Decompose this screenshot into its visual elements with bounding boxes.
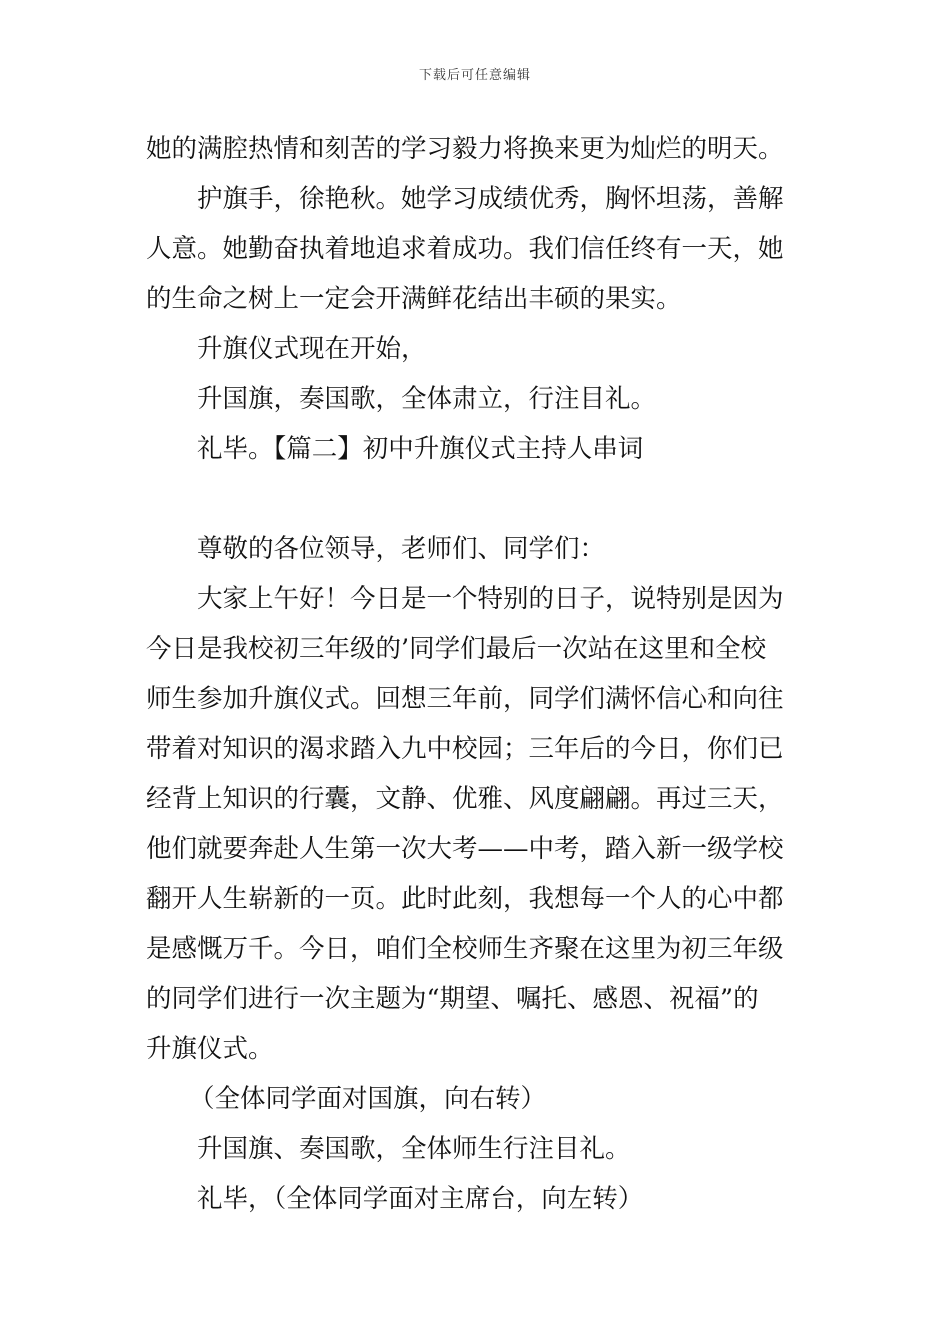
text-line: 他们就要奔赴人生第一次大考——中考，踏入新一级学校 <box>146 834 784 864</box>
document-body <box>146 124 806 1224</box>
blank-line <box>146 474 806 524</box>
text-line: 升旗仪式现在开始， <box>197 334 427 364</box>
text-line: 的同学们进行一次主题为“期望、嘱托、感恩、祝福”的 <box>146 984 759 1014</box>
text-line: 礼毕，（全体同学面对主席台，向左转） <box>197 1184 644 1214</box>
text-line: （全体同学面对国旗，向右转） <box>189 1084 547 1114</box>
text-line: 升国旗，奏国歌，全体肃立，行注目礼。 <box>197 384 657 414</box>
text-line: 带着对知识的渴求踏入九中校园；三年后的今日，你们已 <box>146 734 784 764</box>
page-header: 下载后可任意编辑 <box>418 68 531 83</box>
text-line: 护旗手，徐艳秋。她学习成绩优秀，胸怀坦荡，善解 <box>197 184 784 214</box>
text-line: 人意。她勤奋执着地追求着成功。我们信任终有一天，她 <box>146 234 784 264</box>
text-line: 尊敬的各位领导，老师们、同学们： <box>197 534 606 564</box>
text-line: 经背上知识的行囊，文静、优雅、风度翩翩。再过三天， <box>146 784 784 814</box>
text-line: 的生命之树上一定会开满鲜花结出丰硕的果实。 <box>146 284 682 314</box>
text-line: 师生参加升旗仪式。回想三年前，同学们满怀信心和向往 <box>146 684 784 714</box>
text-line: 升旗仪式。 <box>146 1034 274 1064</box>
text-line: 大家上午好！今日是一个特别的日子，说特别是因为 <box>197 584 784 614</box>
text-line: 礼毕。【篇二】初中升旗仪式主持人串词 <box>197 434 644 464</box>
text-line: 今日是我校初三年级的’同学们最后一次站在这里和全校 <box>146 634 767 664</box>
text-line: 是感慨万千。今日，咱们全校师生齐聚在这里为初三年级 <box>146 934 784 964</box>
text-line: 她的满腔热情和刻苦的学习毅力将换来更为灿烂的明天。 <box>146 134 784 164</box>
text-line: 升国旗、奏国歌，全体师生行注目礼。 <box>197 1134 631 1164</box>
text-line: 翻开人生崭新的一页。此时此刻，我想每一个人的心中都 <box>146 884 784 914</box>
